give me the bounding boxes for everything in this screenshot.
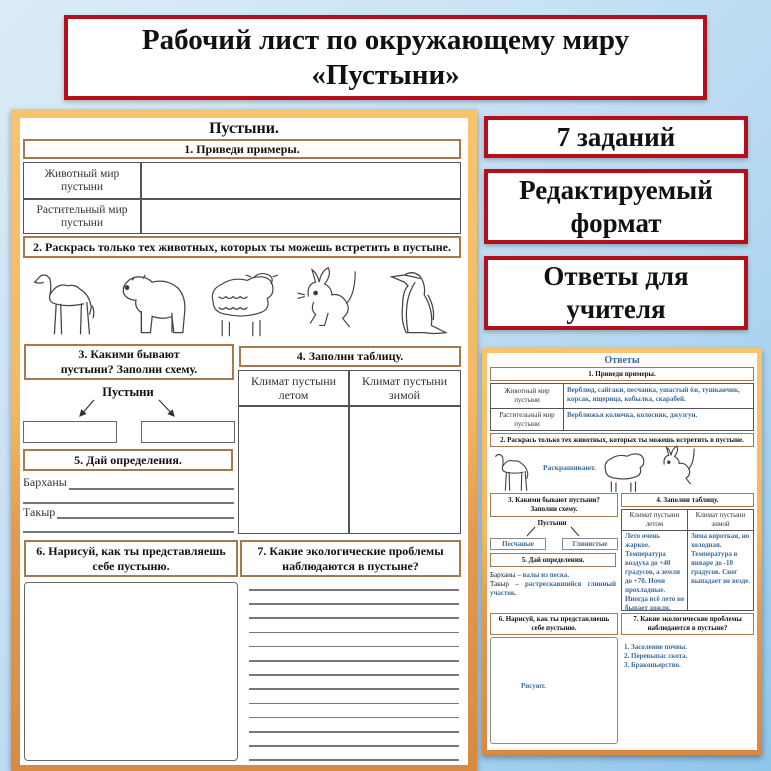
- answer-line[interactable]: [249, 703, 459, 705]
- feature-teacher-answers-label: Ответы для учителя: [543, 261, 689, 324]
- answer-task2-text: Раскрашивают.: [543, 463, 596, 472]
- definition-line[interactable]: [23, 531, 234, 533]
- answer-task6-header: 6. Нарисуй, как ты представляешь себе пустыню.: [490, 613, 618, 635]
- sheep-icon[interactable]: [206, 263, 278, 341]
- answer-desert-type-2: Глинистые: [562, 538, 618, 550]
- answer-line[interactable]: [249, 717, 459, 719]
- answer-line[interactable]: [249, 646, 459, 648]
- answer-line[interactable]: [249, 660, 459, 662]
- table-divider: [622, 530, 753, 531]
- task4-summer-field[interactable]: [240, 407, 347, 532]
- answer-task4-header: 4. Заполни таблицу.: [621, 493, 754, 507]
- answer-definition: Барханы – валы из песка.: [490, 571, 570, 579]
- answer-row-label: Растительный мир пустыни: [499, 411, 555, 428]
- feature-tasks-count: 7 заданий: [484, 116, 748, 158]
- task3-header: 3. Какими бывают пустыни? Заполни схему.: [24, 344, 234, 380]
- answer-definition-text: валы из песка.: [522, 571, 570, 579]
- feature-editable-format-label: Редактируемый формат: [519, 174, 713, 238]
- task1-row-label: Растительный мир пустыни: [36, 203, 128, 229]
- title-banner: [64, 15, 707, 100]
- answer-task4-table: [621, 509, 754, 611]
- answer-task7-item: 2. Перевыпас скота.: [624, 652, 688, 660]
- camel-icon: [491, 449, 535, 493]
- title-line-2: «Пустыни»: [311, 58, 460, 91]
- answer-line[interactable]: [249, 688, 459, 690]
- worksheet-title: Пустыни.: [209, 120, 279, 137]
- answer-line[interactable]: [249, 617, 459, 619]
- worksheet-page: [20, 118, 468, 765]
- task2-header: 2. Раскрась только тех животных, которых ты можешь встретить в пустыне.: [23, 236, 461, 258]
- answer-definition: Такыр – растрескавшийся глинный участок.: [490, 580, 616, 597]
- answer-scheme-node: Пустыни: [537, 519, 567, 527]
- answer-line[interactable]: [249, 603, 459, 605]
- term-label: Такыр: [23, 505, 56, 519]
- task4-header: 4. Заполни таблицу.: [239, 346, 461, 367]
- penguin-icon[interactable]: [381, 263, 453, 341]
- answer-task5-header: 5. Дай определения.: [490, 553, 616, 567]
- sheep-icon: [599, 447, 649, 493]
- answer-task1-header: 1. Приведи примеры.: [490, 367, 754, 381]
- desert-type-field-2[interactable]: [141, 421, 235, 443]
- task4-winter-field[interactable]: [350, 407, 459, 532]
- title-line-1: Рабочий лист по окружающему миру: [141, 23, 630, 56]
- task7-answer-lines[interactable]: [249, 589, 459, 769]
- desert-type-field-1[interactable]: [23, 421, 117, 443]
- answer-term: Такыр: [490, 580, 509, 588]
- task1-answer-field-plants[interactable]: [142, 200, 459, 233]
- worksheet-preview: [11, 109, 477, 771]
- animal-gallery: [23, 261, 461, 341]
- answer-line[interactable]: [249, 674, 459, 676]
- answer-task4-column-header: Климат пустыни летом: [629, 511, 680, 528]
- task5-header: 5. Дай определения.: [23, 449, 233, 471]
- answer-row-label: Животный мир пустыни: [504, 387, 550, 404]
- answer-sheet-page: [487, 353, 757, 750]
- drawing-area[interactable]: [24, 582, 238, 761]
- jerboa-icon: [655, 445, 701, 491]
- camel-icon[interactable]: [31, 263, 103, 341]
- answer-summer-climate: Лето очень жаркое. Температура воздуха до +40 градусов, а земли до +70. Ночи прохладные. Иногда всё лето не бывает дождя.: [625, 532, 685, 612]
- answer-task7-header: 7. Какие экологические проблемы наблюдаются в пустыне?: [621, 613, 754, 635]
- answers-title: Ответы: [604, 355, 640, 366]
- answer-task1-table: [490, 383, 754, 431]
- answer-definition-text: растрескавшийся глинный участок.: [490, 580, 616, 597]
- scheme-arrows-icon: [60, 396, 200, 422]
- definition-line[interactable]: [23, 502, 234, 504]
- answer-animals-text: Верблюд, сайгаки, песчанка, ушастый ёж, тушканчик, корсак, ящерица, кобылка, скарабей.: [567, 386, 740, 403]
- answer-line[interactable]: [249, 589, 459, 591]
- task4-column-header: Климат пустыни зимой: [361, 374, 448, 402]
- answer-task7-item: 1. Засоление почвы.: [624, 643, 687, 651]
- scheme-arrows-icon: [517, 525, 589, 539]
- feature-editable-format: [484, 169, 748, 244]
- task4-column-header: Климат пустыни летом: [250, 374, 337, 402]
- desert-scheme-node: Пустыни: [102, 385, 154, 399]
- answer-plants-text: Верблюжья колючка, колосняк, джузгун.: [567, 411, 698, 419]
- answer-task6-text: Рисуют.: [521, 682, 546, 690]
- answer-line[interactable]: [249, 731, 459, 733]
- answer-line[interactable]: [249, 759, 459, 761]
- term-label: Барханы: [23, 475, 67, 489]
- answer-task4-column-header: Климат пустыни зимой: [695, 511, 746, 528]
- task1-answer-field-animals[interactable]: [142, 164, 459, 197]
- answer-task2-header: 2. Раскрась только тех животных, которых ты можешь встретить в пустыне.: [490, 433, 754, 447]
- feature-teacher-answers: [484, 256, 748, 330]
- task6-header: 6. Нарисуй, как ты представляешь себе пустыню.: [24, 540, 238, 577]
- answer-desert-type-1: Песчаные: [490, 538, 546, 550]
- answer-drawing-area: [490, 637, 618, 744]
- answer-line[interactable]: [249, 745, 459, 747]
- jerboa-icon[interactable]: [294, 263, 366, 341]
- task7-header: 7. Какие экологические проблемы наблюдаются в пустыне?: [240, 540, 461, 577]
- answer-task3-header: 3. Какими бывают пустыни? Заполни схему.: [490, 493, 618, 517]
- definition-line[interactable]: [69, 488, 234, 490]
- answer-winter-climate: Зима короткая, но холодная. Температура в январе до -10 градусов. Снег выпадает не везде.: [691, 532, 750, 585]
- task1-table: [23, 162, 461, 234]
- task1-row-label: Животный мир пустыни: [44, 167, 120, 193]
- answer-task7-list: [624, 643, 687, 670]
- answer-term: Барханы: [490, 571, 516, 579]
- table-divider: [563, 384, 564, 430]
- definition-line[interactable]: [57, 517, 234, 519]
- answer-line[interactable]: [249, 632, 459, 634]
- answer-sheet-preview: [482, 348, 762, 755]
- task4-table: [238, 370, 461, 534]
- answer-task7-item: 3. Браконьерство.: [624, 661, 681, 669]
- task1-header: 1. Приведи примеры.: [23, 139, 461, 159]
- polar-bear-icon[interactable]: [118, 263, 190, 341]
